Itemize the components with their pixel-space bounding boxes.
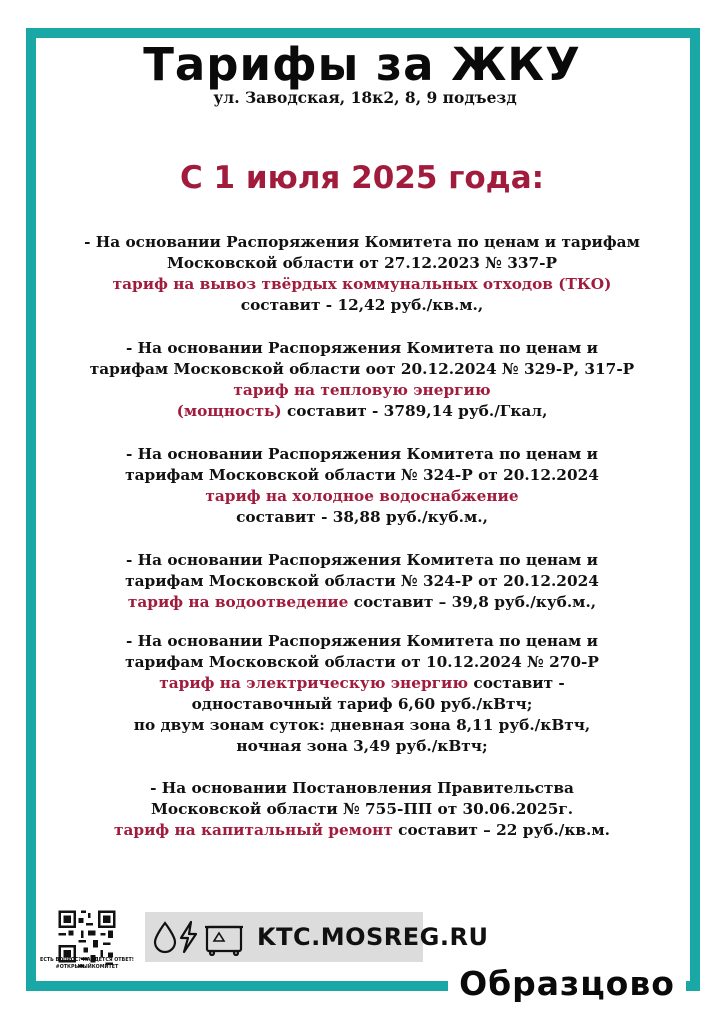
- address-subtitle: ул. Заводская, 18к2, 8, 9 подъезд: [213, 88, 517, 107]
- tariff-amount: составит – 22 руб./кв.м.: [392, 821, 610, 839]
- item-basis-line: тарифам Московской области от 10.12.2024 № 270-Р: [125, 653, 599, 671]
- tariff-name: тариф на холодное водоснабжение: [205, 487, 519, 505]
- item-basis-line: тарифам Московской области № 324-Р от 20.12.2024: [125, 466, 599, 484]
- item-basis-line: - На основании Распоряжения Комитета по ценам и: [125, 445, 598, 463]
- tariff-item-tko: [38, 232, 686, 316]
- tariff-detail-line: по двум зонам суток: дневная зона 8,11 руб./кВтч,: [133, 716, 591, 734]
- item-basis-line: - На основании Распоряжения Комитета по ценам и: [125, 551, 598, 569]
- item-basis-line: - На основании Распоряжения Комитета по ценам и тарифам: [84, 233, 640, 251]
- tariff-amount: составит - 3789,14 руб./Гкал,: [281, 402, 548, 420]
- tariff-amount: составит - 38,88 руб./куб.м.,: [236, 508, 488, 526]
- tariff-item-electricity: [38, 631, 686, 757]
- brand-label: Образцово: [448, 960, 686, 1008]
- tariff-item-heat: [38, 338, 686, 422]
- banner-url: KTC.MOSREG.RU: [257, 923, 489, 951]
- effective-date-heading: С 1 июля 2025 года:: [179, 160, 545, 196]
- item-basis-line: - На основании Постановления Правительства: [150, 779, 574, 797]
- tariff-name-cont: (мощность): [176, 402, 282, 420]
- item-basis-line: Московской области № 755-ПП от 30.06.2025г.: [150, 800, 574, 818]
- item-basis-line: тарифам Московской области оот 20.12.2024 № 329-Р, 317-Р: [89, 360, 635, 378]
- water-drop-icon: [155, 923, 175, 952]
- qr-caption: [40, 957, 134, 971]
- qr-caption-line: ЕСТЬ ВОПРОС? НАЙДЕТСЯ ОТВЕТ!: [40, 958, 134, 963]
- lightning-icon: [181, 922, 196, 952]
- tariff-name: тариф на тепловую энергию: [233, 381, 491, 399]
- item-basis-line: - На основании Распоряжения Комитета по ценам и: [125, 339, 598, 357]
- item-basis-line: - На основании Распоряжения Комитета по ценам и: [125, 632, 598, 650]
- utility-icons: [151, 918, 251, 956]
- tariff-detail-line: одноставочный тариф 6,60 руб./кВтч;: [191, 695, 533, 713]
- tariff-name: тариф на водоотведение: [127, 593, 349, 611]
- item-basis-line: тарифам Московской области № 324-Р от 20.12.2024: [125, 572, 599, 590]
- tariff-amount: составит – 39,8 руб./куб.м.,: [348, 593, 597, 611]
- tariff-list: [38, 232, 686, 863]
- tariff-item-drainage: [38, 550, 686, 613]
- tariff-amount: составит - 12,42 руб./кв.м.,: [240, 296, 484, 314]
- qr-caption-hashtag: #ОТКРЫТЫЙКОМИТЕТ: [55, 965, 119, 970]
- page-title: Тарифы за ЖКУ: [143, 38, 581, 91]
- tariff-detail-line: ночная зона 3,49 руб./кВтч;: [236, 737, 488, 755]
- tariff-item-cold-water: [38, 444, 686, 528]
- ktc-banner[interactable]: [145, 912, 489, 962]
- tariff-name: тариф на капитальный ремонт: [114, 821, 393, 839]
- tariff-amount: составит -: [468, 674, 565, 692]
- item-basis-line: Московской области от 27.12.2023 № 337-Р: [167, 254, 557, 272]
- tariff-name: тариф на вывоз твёрдых коммунальных отходов (ТКО): [112, 275, 612, 293]
- tariff-name: тариф на электрическую энергию: [159, 674, 469, 692]
- waste-bin-icon: [205, 927, 243, 955]
- tariff-item-capital-repair: [38, 778, 686, 841]
